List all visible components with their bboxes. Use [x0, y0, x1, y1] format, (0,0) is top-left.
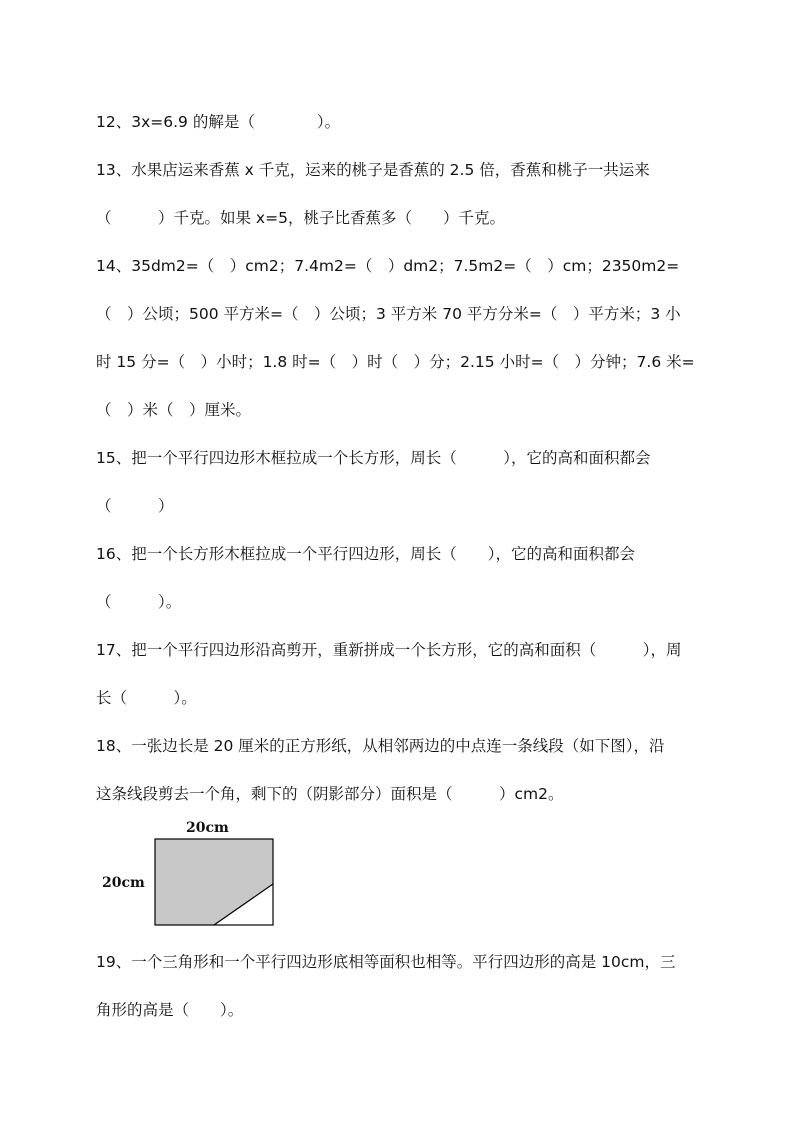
q17-line-2: 长（ ）。 [96, 689, 197, 707]
q15-line-1: 15、把一个平行四边形木框拉成一个长方形，周长（ ），它的高和面积都会 [96, 449, 651, 467]
q14-line-3: 时 15 分=（ ）小时；1.8 时=（ ）时（ ）分；2.15 小时=（ ）分钟；7.6 米= [96, 353, 695, 371]
q16-line-1: 16、把一个长方形木框拉成一个平行四边形，周长（ ），它的高和面积都会 [96, 545, 635, 563]
q15-line-2: （ ） [96, 497, 174, 515]
q14-line-1: 14、35dm2=（ ）cm2；7.4m2=（ ）dm2；7.5m2=（ ）cm；2350m2= [96, 257, 680, 275]
q17-line-1: 17、把一个平行四边形沿高剪开，重新拼成一个长方形，它的高和面积（ ），周 [96, 641, 682, 659]
figure-left-label: 20cm [102, 875, 145, 891]
q13-line-2: （ ）千克。如果 x=5，桃子比香蕉多（ ）千克。 [96, 209, 505, 227]
shaded-region [155, 839, 273, 925]
square-diagram [154, 838, 276, 928]
q12-line: 12、3x=6.9 的解是（ ）。 [96, 113, 341, 131]
q16-line-2: （ ）。 [96, 593, 182, 611]
q13-line-1: 13、水果店运来香蕉 x 千克，运来的桃子是香蕉的 2.5 倍，香蕉和桃子一共运来 [96, 161, 650, 179]
q14-line-4: （ ）米（ ）厘米。 [96, 401, 252, 419]
q14-line-2: （ ）公顷；500 平方米=（ ）公顷；3 平方米 70 平方分米=（ ）平方米；3 小 [96, 305, 681, 323]
q18-line-1: 18、一张边长是 20 厘米的正方形纸，从相邻两边的中点连一条线段（如下图），沿 [96, 737, 665, 755]
q18-line-2: 这条线段剪去一个角，剩下的（阴影部分）面积是（ ）cm2。 [96, 785, 564, 803]
q19-line-2: 角形的高是（ ）。 [96, 1001, 244, 1019]
square-figure [96, 818, 286, 930]
figure-top-label: 20cm [186, 820, 229, 836]
q19-line-1: 19、一个三角形和一个平行四边形底相等面积也相等。平行四边形的高是 10cm，三 [96, 953, 676, 971]
